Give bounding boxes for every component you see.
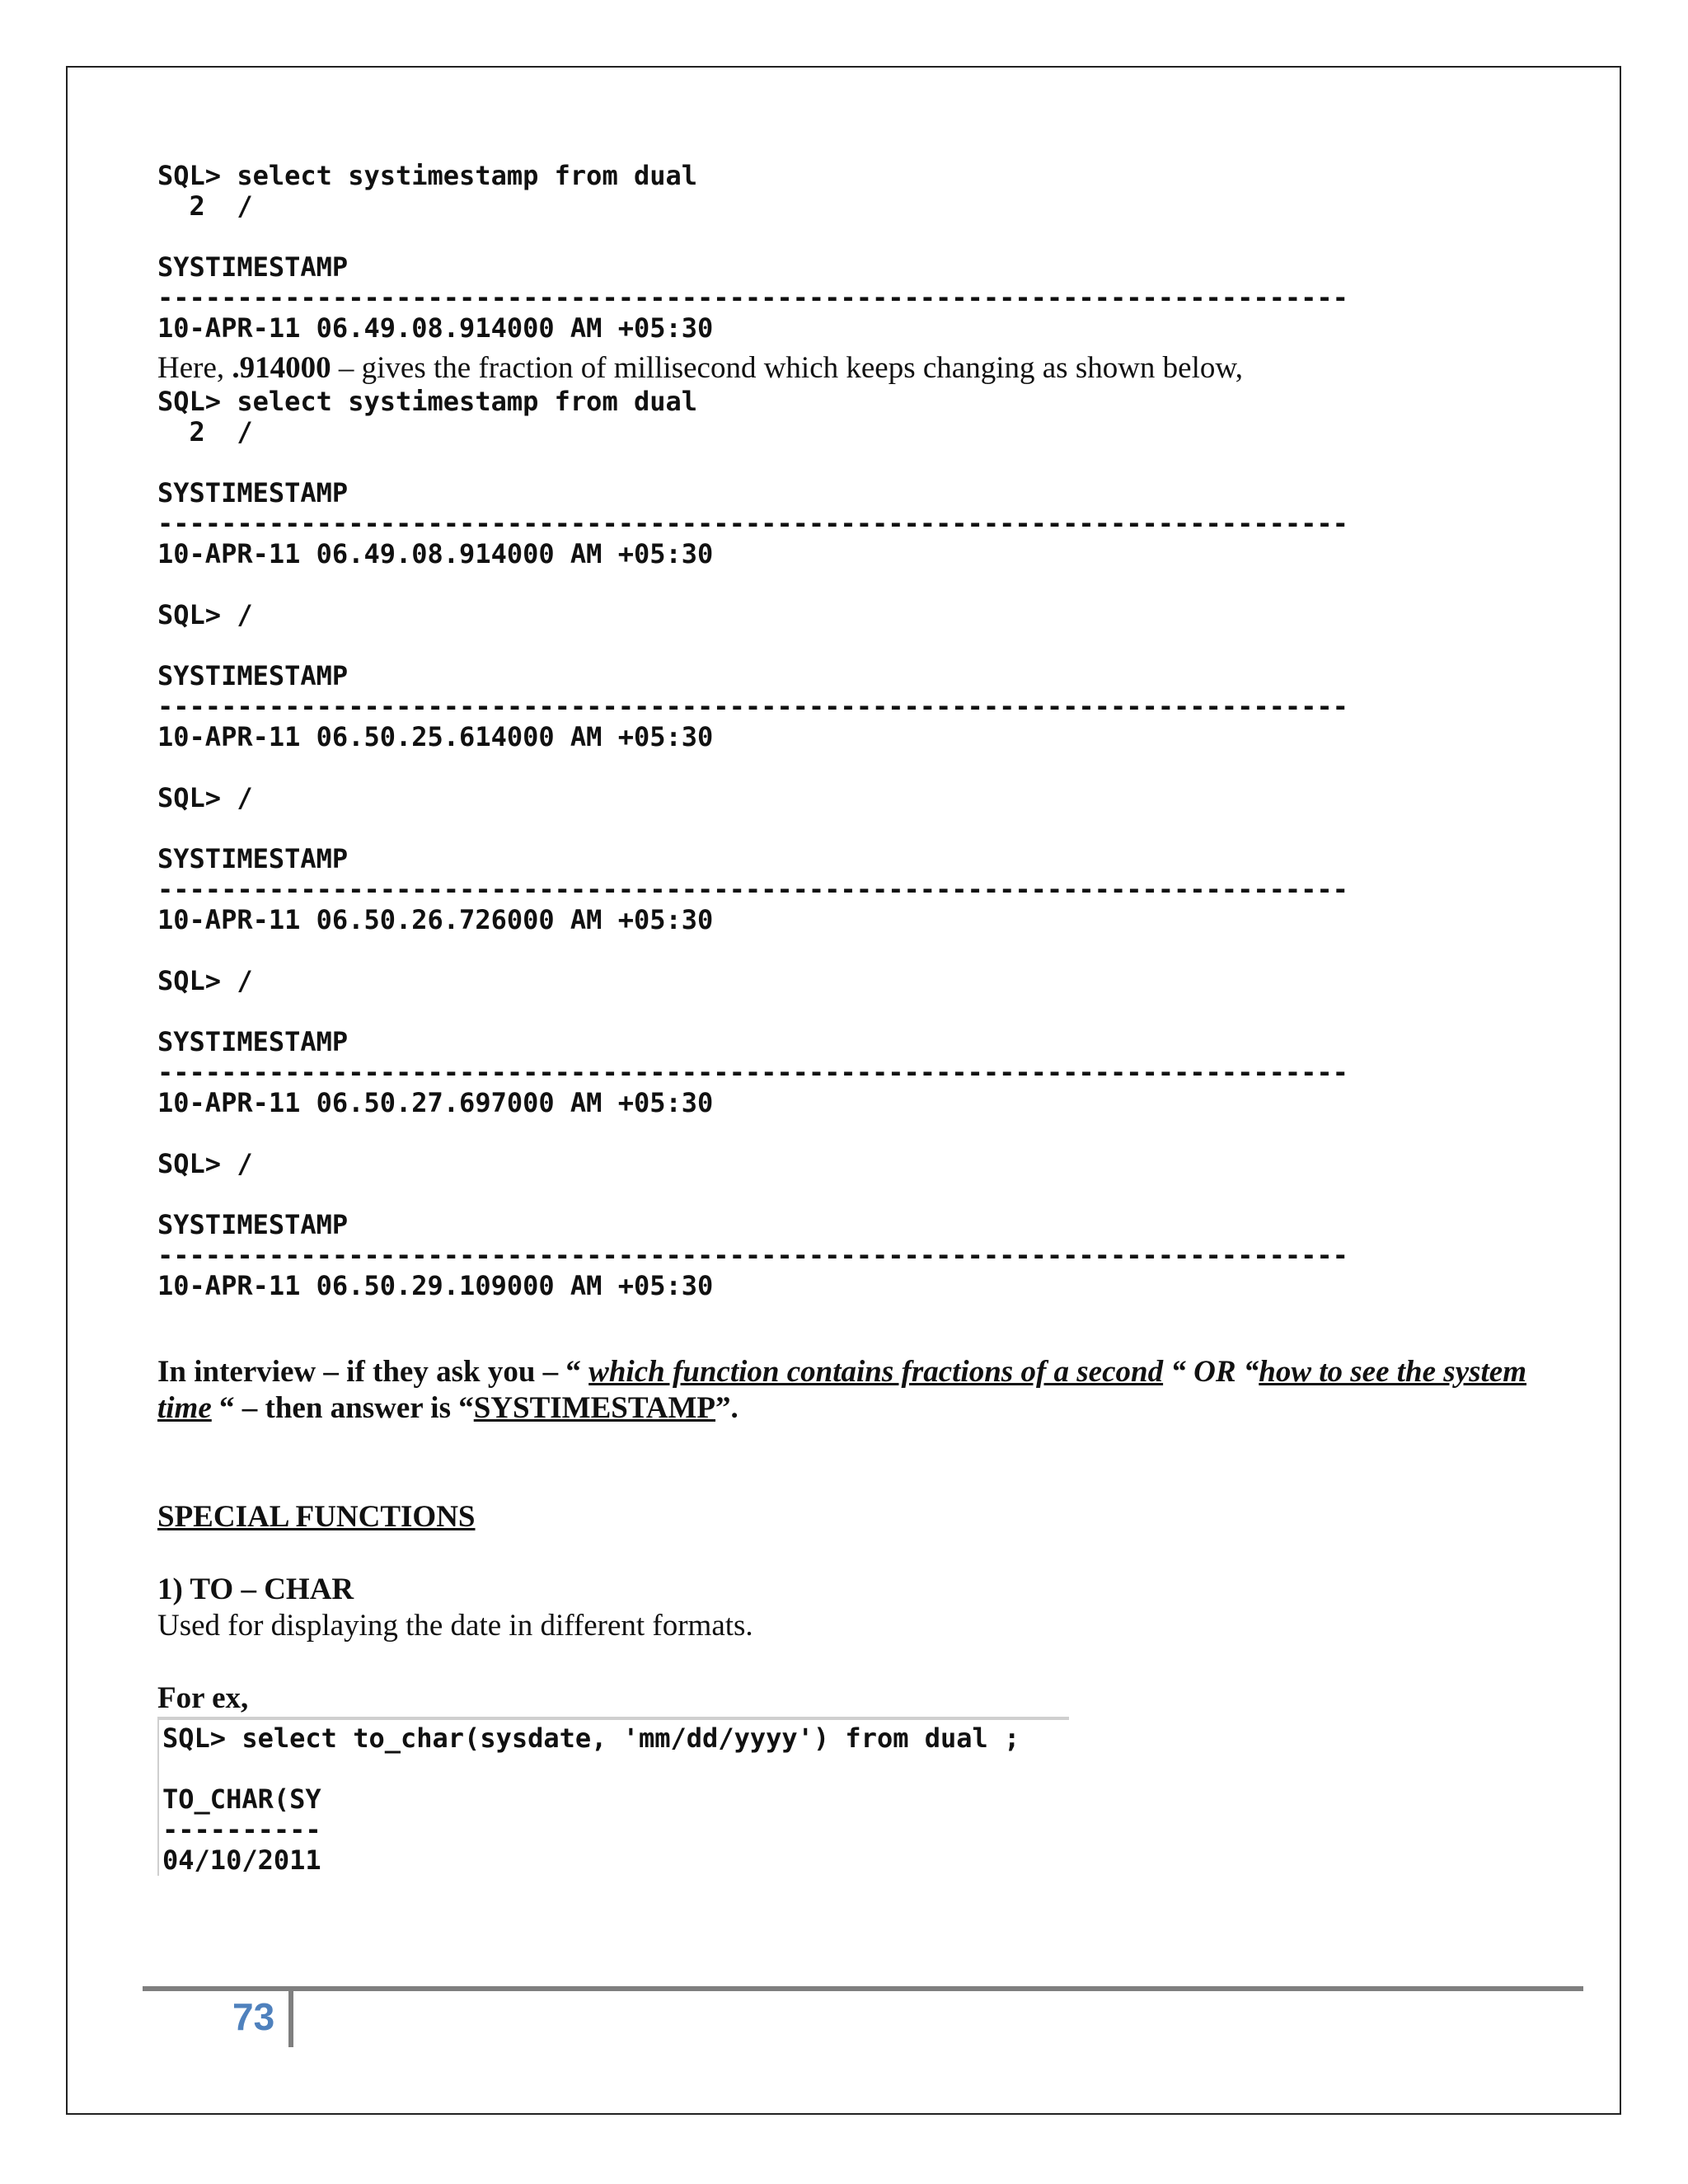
code-line: --------------------------------------------------------------------------- bbox=[157, 874, 1348, 905]
text-span: “ – then answer is “ bbox=[211, 1391, 474, 1425]
code-line: --------------------------------------------------------------------------- bbox=[157, 1057, 1348, 1088]
code-line: 10-APR-11 06.49.08.914000 AM +05:30 bbox=[157, 538, 714, 569]
code-line: 2 / bbox=[157, 190, 253, 222]
explanation-text bbox=[157, 350, 1575, 387]
text-span: – gives the fraction of millisecond which keeps changing as shown below, bbox=[331, 351, 1243, 385]
code-line: SQL> select to_char(sysdate, 'mm/dd/yyyy') from dual ; bbox=[162, 1722, 1020, 1754]
code-line: SYSTIMESTAMP bbox=[157, 1026, 349, 1057]
code-block-2 bbox=[157, 387, 1575, 1301]
subsection-description: Used for displaying the date in different formats. bbox=[157, 1609, 753, 1643]
question-1: which function contains fractions of a second bbox=[588, 1355, 1164, 1389]
code-line: SYSTIMESTAMP bbox=[157, 1209, 349, 1240]
code-line: SYSTIMESTAMP bbox=[157, 660, 349, 691]
code-block-1 bbox=[157, 161, 1575, 344]
code-line: SYSTIMESTAMP bbox=[157, 251, 349, 283]
code-line: SQL> / bbox=[157, 1148, 253, 1179]
fraction-value: .914000 bbox=[232, 351, 331, 385]
text-span: Here, bbox=[157, 351, 232, 385]
code-line: --------------------------------------------------------------------------- bbox=[157, 508, 1348, 539]
code-line: --------------------------------------------------------------------------- bbox=[157, 1240, 1348, 1271]
code-line: 10-APR-11 06.50.27.697000 AM +05:30 bbox=[157, 1087, 714, 1118]
code-line: 04/10/2011 bbox=[162, 1844, 321, 1876]
code-line: 10-APR-11 06.50.29.109000 AM +05:30 bbox=[157, 1270, 714, 1301]
code-line: SQL> select systimestamp from dual bbox=[157, 160, 698, 191]
section-heading: SPECIAL FUNCTIONS bbox=[157, 1500, 476, 1534]
code-line: SQL> / bbox=[157, 965, 253, 996]
answer-text: SYSTIMESTAMP bbox=[473, 1391, 716, 1425]
interview-tip bbox=[157, 1354, 1575, 1427]
page-number: 73 bbox=[232, 1995, 275, 2038]
footer-rule bbox=[143, 1986, 1583, 1991]
example-code-box bbox=[157, 1717, 1069, 1876]
code-line: SYSTIMESTAMP bbox=[157, 477, 349, 509]
code-line: 10-APR-11 06.50.26.726000 AM +05:30 bbox=[157, 904, 714, 935]
subsection-title: 1) TO – CHAR bbox=[157, 1572, 354, 1606]
code-line: 10-APR-11 06.50.25.614000 AM +05:30 bbox=[157, 721, 714, 752]
code-line: SQL> select systimestamp from dual bbox=[157, 386, 698, 417]
code-line: SQL> / bbox=[157, 782, 253, 813]
code-line: --------------------------------------------------------------------------- bbox=[157, 282, 1348, 313]
page-content bbox=[157, 161, 1575, 1876]
page-number-divider bbox=[288, 1991, 293, 2047]
code-line: ---------- bbox=[162, 1814, 321, 1845]
code-line: SQL> / bbox=[157, 599, 253, 630]
text-span: “ OR “ bbox=[1163, 1355, 1259, 1389]
text-span: ”. bbox=[715, 1391, 738, 1425]
code-line: TO_CHAR(SY bbox=[162, 1783, 321, 1815]
code-line: --------------------------------------------------------------------------- bbox=[157, 691, 1348, 722]
code-line: SYSTIMESTAMP bbox=[157, 843, 349, 874]
code-line: 2 / bbox=[157, 416, 253, 448]
example-label: For ex, bbox=[157, 1681, 249, 1715]
question-2: how to see the system time bbox=[157, 1355, 1527, 1425]
text-span: In interview – if they ask you – “ bbox=[157, 1355, 589, 1389]
code-line: 10-APR-11 06.49.08.914000 AM +05:30 bbox=[157, 312, 714, 344]
